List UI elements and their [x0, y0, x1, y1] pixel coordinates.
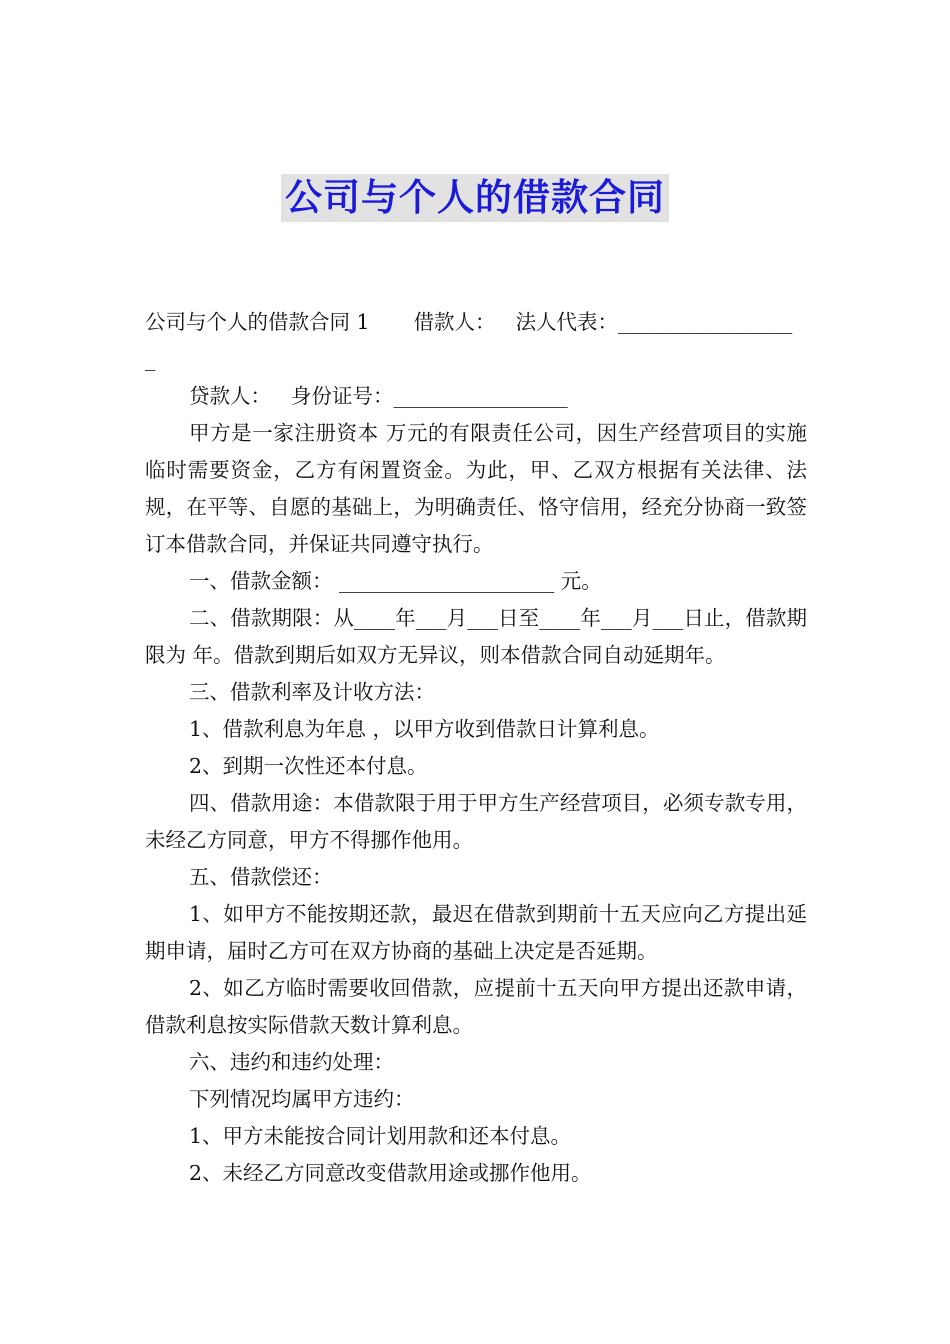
header-overflow: _	[145, 347, 156, 371]
paragraph-repayment-2: 2、如乙方临时需要收回借款，应提前十五天向甲方提出还款申请，借款利息按实际借款天数计算利息。	[145, 976, 807, 1037]
paragraph-loan-term: 二、借款期限：从____年___月___日至____年___月___日止，借款期限为 年。借款到期后如双方无异议，则本借款合同自动延期年。	[145, 606, 807, 667]
lender-label: 贷款人：	[189, 384, 271, 408]
paragraph-interest-1: 1、借款利息为年息 ，以甲方收到借款日计算利息。	[189, 717, 660, 741]
paragraph-repayment-1: 1、如甲方不能按期还款，最迟在借款到期前十五天应向乙方提出延期申请，届时乙方可在双方协商的基础上决定是否延期。	[145, 902, 807, 963]
paragraph-breach-2: 2、未经乙方同意改变借款用途或挪作他用。	[189, 1161, 592, 1185]
borrower-label: 借款人：	[413, 310, 496, 334]
paragraph-loan-amount: 一、借款金额： _____________________ 元。	[189, 569, 602, 593]
contract-heading: 公司与个人的借款合同 1	[145, 310, 370, 334]
paragraph-breach-intro: 下列情况均属甲方违约：	[189, 1087, 415, 1111]
paragraph-loan-purpose: 四、借款用途：本借款限于用于甲方生产经营项目，必须专款专用，未经乙方同意，甲方不得挪作他用。	[145, 791, 807, 852]
paragraph-repayment-heading: 五、借款偿还：	[189, 865, 333, 889]
paragraph-interest-2: 2、到期一次性还本付息。	[189, 754, 428, 778]
paragraph-breach-1: 1、甲方未能按合同计划用款和还本付息。	[189, 1124, 572, 1148]
document-body	[145, 304, 807, 1192]
header-overflow-line	[145, 341, 807, 378]
lender-line	[145, 378, 807, 415]
title-container	[0, 174, 950, 222]
document-title: 公司与个人的借款合同	[281, 174, 669, 222]
paragraph-intro: 甲方是一家注册资本 万元的有限责任公司，因生产经营项目的实施临时需要资金，乙方有闲置资金。为此，甲、乙双方根据有关法律、法规，在平等、自愿的基础上，为明确责任、恪守信用，经充分协商一致签订本借款合同，并保证共同遵守执行。	[145, 421, 807, 556]
id-number-field: 身份证号：_________________	[291, 384, 568, 408]
legal-rep-field: 法人代表：_________________	[515, 310, 793, 334]
header-line	[145, 304, 807, 341]
paragraph-breach-heading: 六、违约和违约处理：	[189, 1050, 394, 1074]
paragraph-interest-heading: 三、借款利率及计收方法：	[189, 680, 435, 704]
